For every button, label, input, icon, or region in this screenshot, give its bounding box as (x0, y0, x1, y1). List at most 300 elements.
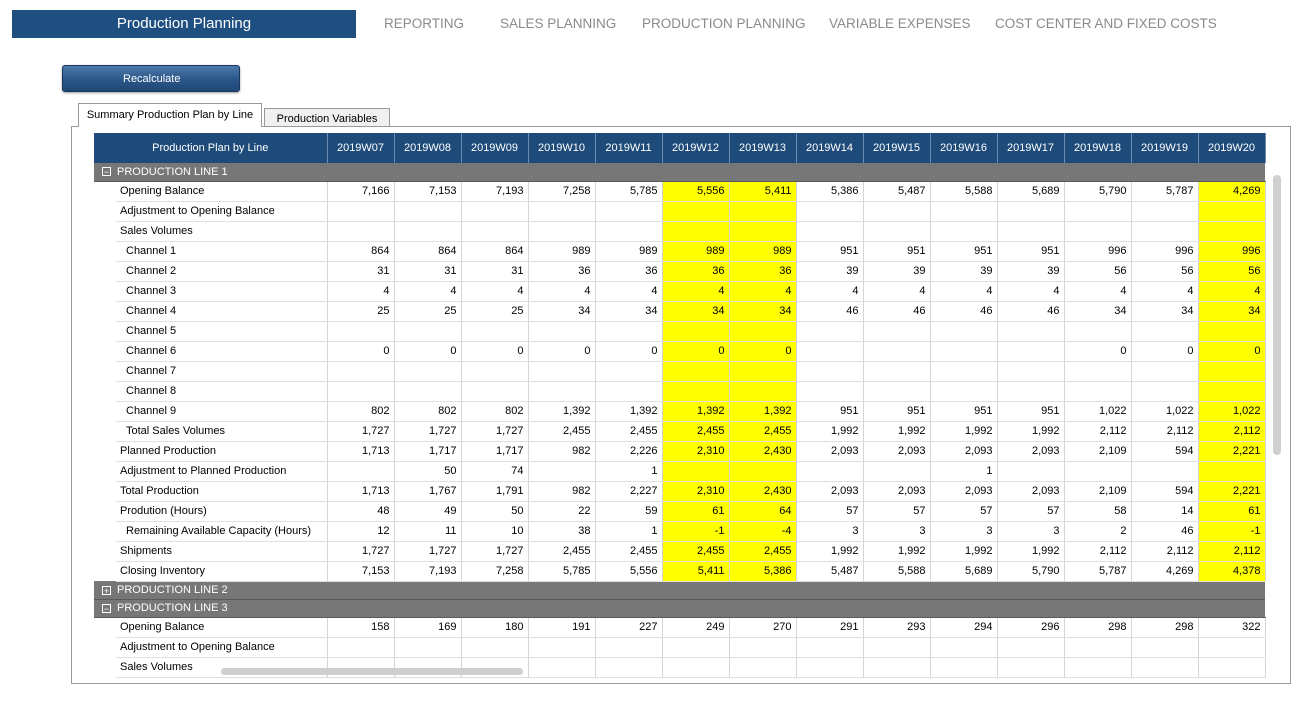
value-cell[interactable] (997, 201, 1064, 221)
value-cell[interactable] (461, 361, 528, 381)
value-cell[interactable]: 39 (997, 261, 1064, 281)
value-cell[interactable]: 5,785 (595, 181, 662, 201)
value-cell[interactable] (327, 221, 394, 241)
value-cell[interactable]: 951 (930, 401, 997, 421)
vertical-scrollbar[interactable] (1273, 175, 1281, 455)
value-cell[interactable]: 982 (528, 441, 595, 461)
value-cell[interactable]: 1,727 (461, 541, 528, 561)
value-cell[interactable]: 4 (327, 281, 394, 301)
tab-summary-production-plan[interactable]: Summary Production Plan by Line (78, 103, 262, 127)
value-cell[interactable]: 4 (1131, 281, 1198, 301)
value-cell[interactable]: 4,378 (1198, 561, 1265, 581)
value-cell[interactable]: 5,411 (729, 181, 796, 201)
value-cell[interactable] (394, 201, 461, 221)
value-cell[interactable]: 38 (528, 521, 595, 541)
expand-icon[interactable]: + (103, 585, 110, 596)
value-cell[interactable] (796, 381, 863, 401)
value-cell[interactable]: 227 (595, 617, 662, 637)
value-cell[interactable]: 5,411 (662, 561, 729, 581)
value-cell[interactable]: 57 (863, 501, 930, 521)
value-cell[interactable]: 4 (662, 281, 729, 301)
value-cell[interactable]: 996 (1064, 241, 1131, 261)
value-cell[interactable]: 982 (528, 481, 595, 501)
value-cell[interactable]: 34 (1064, 301, 1131, 321)
value-cell[interactable] (796, 221, 863, 241)
value-cell[interactable] (796, 361, 863, 381)
value-cell[interactable]: 4 (796, 281, 863, 301)
value-cell[interactable] (997, 637, 1064, 657)
value-cell[interactable] (1131, 361, 1198, 381)
value-cell[interactable]: 5,787 (1064, 561, 1131, 581)
value-cell[interactable]: 1,791 (461, 481, 528, 501)
value-cell[interactable]: 1,392 (595, 401, 662, 421)
value-cell[interactable] (930, 221, 997, 241)
value-cell[interactable] (729, 657, 796, 677)
value-cell[interactable]: 2,455 (662, 421, 729, 441)
value-cell[interactable]: -1 (1198, 521, 1265, 541)
value-cell[interactable] (1064, 461, 1131, 481)
value-cell[interactable]: 2,093 (796, 441, 863, 461)
value-cell[interactable]: 2,109 (1064, 441, 1131, 461)
value-cell[interactable]: 864 (394, 241, 461, 261)
value-cell[interactable]: 3 (863, 521, 930, 541)
value-cell[interactable]: 4 (1064, 281, 1131, 301)
value-cell[interactable]: 2,093 (930, 481, 997, 501)
value-cell[interactable]: 270 (729, 617, 796, 637)
value-cell[interactable]: 1,713 (327, 441, 394, 461)
value-cell[interactable]: 25 (394, 301, 461, 321)
value-cell[interactable]: 951 (863, 401, 930, 421)
value-cell[interactable]: 2,227 (595, 481, 662, 501)
value-cell[interactable] (863, 381, 930, 401)
value-cell[interactable]: 5,790 (1064, 181, 1131, 201)
value-cell[interactable] (394, 361, 461, 381)
value-cell[interactable] (863, 201, 930, 221)
value-cell[interactable]: 2,455 (528, 541, 595, 561)
value-cell[interactable]: 2,109 (1064, 481, 1131, 501)
value-cell[interactable] (796, 341, 863, 361)
value-cell[interactable] (662, 381, 729, 401)
value-cell[interactable] (662, 461, 729, 481)
value-cell[interactable] (863, 657, 930, 677)
value-cell[interactable] (796, 201, 863, 221)
value-cell[interactable]: -4 (729, 521, 796, 541)
value-cell[interactable] (863, 321, 930, 341)
value-cell[interactable]: 2,093 (863, 481, 930, 501)
value-cell[interactable] (1131, 461, 1198, 481)
value-cell[interactable]: 989 (729, 241, 796, 261)
value-cell[interactable]: 2,455 (729, 541, 796, 561)
value-cell[interactable] (394, 321, 461, 341)
value-cell[interactable]: 2,455 (662, 541, 729, 561)
value-cell[interactable] (595, 637, 662, 657)
value-cell[interactable] (863, 361, 930, 381)
value-cell[interactable]: 34 (528, 301, 595, 321)
value-cell[interactable]: 49 (394, 501, 461, 521)
app-title[interactable]: Production Planning (12, 10, 356, 38)
value-cell[interactable] (662, 221, 729, 241)
value-cell[interactable]: 2,226 (595, 441, 662, 461)
value-cell[interactable]: 191 (528, 617, 595, 637)
value-cell[interactable] (997, 657, 1064, 677)
value-cell[interactable]: 1,992 (863, 421, 930, 441)
value-cell[interactable]: 48 (327, 501, 394, 521)
value-cell[interactable]: 4,269 (1198, 181, 1265, 201)
value-cell[interactable] (729, 381, 796, 401)
value-cell[interactable]: 39 (863, 261, 930, 281)
value-cell[interactable]: 7,166 (327, 181, 394, 201)
value-cell[interactable]: 951 (796, 401, 863, 421)
horizontal-scrollbar[interactable] (221, 668, 523, 675)
value-cell[interactable]: 293 (863, 617, 930, 637)
collapse-icon[interactable]: − (103, 167, 110, 178)
value-cell[interactable]: 594 (1131, 481, 1198, 501)
value-cell[interactable] (1064, 657, 1131, 677)
value-cell[interactable]: 34 (1131, 301, 1198, 321)
value-cell[interactable] (1064, 361, 1131, 381)
value-cell[interactable] (729, 201, 796, 221)
value-cell[interactable]: 0 (394, 341, 461, 361)
value-cell[interactable]: 0 (595, 341, 662, 361)
value-cell[interactable]: 59 (595, 501, 662, 521)
value-cell[interactable]: 1,992 (796, 421, 863, 441)
value-cell[interactable]: 249 (662, 617, 729, 637)
value-cell[interactable]: 1,022 (1064, 401, 1131, 421)
value-cell[interactable]: 2,430 (729, 481, 796, 501)
value-cell[interactable]: 7,258 (461, 561, 528, 581)
value-cell[interactable]: 2,221 (1198, 481, 1265, 501)
value-cell[interactable]: 1,392 (662, 401, 729, 421)
value-cell[interactable]: 46 (997, 301, 1064, 321)
value-cell[interactable]: 989 (528, 241, 595, 261)
value-cell[interactable]: 50 (461, 501, 528, 521)
value-cell[interactable]: 0 (461, 341, 528, 361)
value-cell[interactable]: 1 (930, 461, 997, 481)
value-cell[interactable]: 1,992 (930, 541, 997, 561)
value-cell[interactable] (528, 637, 595, 657)
value-cell[interactable]: 951 (997, 241, 1064, 261)
value-cell[interactable] (997, 321, 1064, 341)
value-cell[interactable]: 1,727 (461, 421, 528, 441)
value-cell[interactable]: 2 (1064, 521, 1131, 541)
value-cell[interactable]: 7,193 (394, 561, 461, 581)
value-cell[interactable] (528, 221, 595, 241)
value-cell[interactable] (327, 461, 394, 481)
value-cell[interactable]: 2,455 (595, 421, 662, 441)
value-cell[interactable] (528, 321, 595, 341)
value-cell[interactable]: 864 (327, 241, 394, 261)
value-cell[interactable] (729, 461, 796, 481)
value-cell[interactable]: 7,153 (394, 181, 461, 201)
value-cell[interactable] (1198, 637, 1265, 657)
value-cell[interactable]: 5,689 (930, 561, 997, 581)
value-cell[interactable]: 50 (394, 461, 461, 481)
value-cell[interactable]: 1,727 (327, 421, 394, 441)
value-cell[interactable]: 5,689 (997, 181, 1064, 201)
value-cell[interactable]: 1,713 (327, 481, 394, 501)
value-cell[interactable]: 1,392 (528, 401, 595, 421)
value-cell[interactable]: 4 (461, 281, 528, 301)
value-cell[interactable]: 298 (1064, 617, 1131, 637)
value-cell[interactable]: 22 (528, 501, 595, 521)
value-cell[interactable]: 34 (729, 301, 796, 321)
value-cell[interactable]: 180 (461, 617, 528, 637)
value-cell[interactable]: 2,112 (1131, 421, 1198, 441)
value-cell[interactable]: 5,588 (930, 181, 997, 201)
value-cell[interactable]: 4 (1198, 281, 1265, 301)
value-cell[interactable] (729, 321, 796, 341)
value-cell[interactable] (796, 637, 863, 657)
value-cell[interactable]: 0 (1064, 341, 1131, 361)
value-cell[interactable] (796, 657, 863, 677)
value-cell[interactable] (997, 381, 1064, 401)
nav-production-planning[interactable]: PRODUCTION PLANNING (642, 16, 806, 31)
value-cell[interactable] (930, 361, 997, 381)
value-cell[interactable]: 2,093 (930, 441, 997, 461)
value-cell[interactable]: 5,487 (796, 561, 863, 581)
value-cell[interactable] (930, 381, 997, 401)
value-cell[interactable]: 57 (930, 501, 997, 521)
value-cell[interactable]: 5,588 (863, 561, 930, 581)
value-cell[interactable]: 951 (863, 241, 930, 261)
value-cell[interactable]: 2,093 (997, 481, 1064, 501)
value-cell[interactable] (796, 321, 863, 341)
value-cell[interactable]: 36 (662, 261, 729, 281)
value-cell[interactable]: 298 (1131, 617, 1198, 637)
value-cell[interactable]: 39 (930, 261, 997, 281)
value-cell[interactable]: 1,992 (930, 421, 997, 441)
value-cell[interactable] (327, 361, 394, 381)
value-cell[interactable]: 36 (528, 261, 595, 281)
value-cell[interactable]: 1,992 (863, 541, 930, 561)
value-cell[interactable]: 1,727 (327, 541, 394, 561)
value-cell[interactable] (327, 321, 394, 341)
nav-reporting[interactable]: REPORTING (384, 16, 465, 31)
value-cell[interactable]: 36 (729, 261, 796, 281)
value-cell[interactable]: 14 (1131, 501, 1198, 521)
value-cell[interactable]: 864 (461, 241, 528, 261)
value-cell[interactable]: 34 (662, 301, 729, 321)
value-cell[interactable]: 0 (528, 341, 595, 361)
value-cell[interactable]: 1,392 (729, 401, 796, 421)
value-cell[interactable]: 2,112 (1198, 541, 1265, 561)
value-cell[interactable]: 34 (1198, 301, 1265, 321)
value-cell[interactable]: 58 (1064, 501, 1131, 521)
value-cell[interactable]: 2,310 (662, 441, 729, 461)
value-cell[interactable]: 2,093 (863, 441, 930, 461)
value-cell[interactable]: 1 (595, 461, 662, 481)
value-cell[interactable] (595, 221, 662, 241)
value-cell[interactable] (796, 461, 863, 481)
value-cell[interactable] (1198, 221, 1265, 241)
value-cell[interactable] (662, 201, 729, 221)
value-cell[interactable]: 2,093 (796, 481, 863, 501)
value-cell[interactable]: 0 (662, 341, 729, 361)
value-cell[interactable]: 802 (461, 401, 528, 421)
value-cell[interactable] (461, 221, 528, 241)
value-cell[interactable] (595, 381, 662, 401)
value-cell[interactable] (461, 381, 528, 401)
value-cell[interactable] (327, 201, 394, 221)
value-cell[interactable]: 1 (595, 521, 662, 541)
value-cell[interactable]: 2,112 (1131, 541, 1198, 561)
value-cell[interactable]: 7,193 (461, 181, 528, 201)
value-cell[interactable]: 951 (997, 401, 1064, 421)
collapse-icon[interactable]: − (103, 603, 110, 614)
value-cell[interactable] (930, 341, 997, 361)
value-cell[interactable]: 34 (595, 301, 662, 321)
value-cell[interactable]: 25 (327, 301, 394, 321)
value-cell[interactable]: 57 (997, 501, 1064, 521)
value-cell[interactable] (1198, 201, 1265, 221)
value-cell[interactable] (327, 637, 394, 657)
value-cell[interactable]: 36 (595, 261, 662, 281)
value-cell[interactable] (528, 361, 595, 381)
recalculate-button[interactable]: Recalculate (62, 65, 240, 92)
value-cell[interactable] (863, 341, 930, 361)
value-cell[interactable]: 1,727 (394, 421, 461, 441)
value-cell[interactable]: 158 (327, 617, 394, 637)
value-cell[interactable]: 4 (394, 281, 461, 301)
value-cell[interactable]: 1,727 (394, 541, 461, 561)
value-cell[interactable]: 12 (327, 521, 394, 541)
value-cell[interactable]: 2,112 (1064, 421, 1131, 441)
value-cell[interactable]: 1,992 (997, 541, 1064, 561)
value-cell[interactable]: 0 (1131, 341, 1198, 361)
value-cell[interactable] (528, 201, 595, 221)
value-cell[interactable]: 1,992 (796, 541, 863, 561)
value-cell[interactable]: 4 (595, 281, 662, 301)
value-cell[interactable]: 1,992 (997, 421, 1064, 441)
value-cell[interactable]: 296 (997, 617, 1064, 637)
value-cell[interactable]: 0 (1198, 341, 1265, 361)
value-cell[interactable]: 46 (1131, 521, 1198, 541)
value-cell[interactable] (1131, 201, 1198, 221)
value-cell[interactable]: 291 (796, 617, 863, 637)
value-cell[interactable]: 1,022 (1131, 401, 1198, 421)
value-cell[interactable]: 3 (997, 521, 1064, 541)
value-cell[interactable] (1131, 637, 1198, 657)
value-cell[interactable]: 594 (1131, 441, 1198, 461)
value-cell[interactable]: 64 (729, 501, 796, 521)
value-cell[interactable] (863, 461, 930, 481)
value-cell[interactable]: 5,487 (863, 181, 930, 201)
value-cell[interactable] (1198, 361, 1265, 381)
value-cell[interactable] (1131, 657, 1198, 677)
value-cell[interactable] (394, 381, 461, 401)
value-cell[interactable]: 2,221 (1198, 441, 1265, 461)
nav-sales-planning[interactable]: SALES PLANNING (500, 16, 617, 31)
value-cell[interactable]: 56 (1064, 261, 1131, 281)
value-cell[interactable]: 25 (461, 301, 528, 321)
value-cell[interactable] (1198, 657, 1265, 677)
value-cell[interactable]: 2,112 (1198, 421, 1265, 441)
nav-variable-expenses[interactable]: VARIABLE EXPENSES (829, 16, 971, 31)
value-cell[interactable]: 1,767 (394, 481, 461, 501)
value-cell[interactable] (930, 637, 997, 657)
value-cell[interactable]: 322 (1198, 617, 1265, 637)
value-cell[interactable]: 1,717 (461, 441, 528, 461)
value-cell[interactable]: 5,386 (729, 561, 796, 581)
value-cell[interactable] (461, 637, 528, 657)
value-cell[interactable]: 951 (796, 241, 863, 261)
value-cell[interactable] (595, 657, 662, 677)
value-cell[interactable]: 989 (595, 241, 662, 261)
value-cell[interactable]: 4,269 (1131, 561, 1198, 581)
value-cell[interactable]: 31 (394, 261, 461, 281)
value-cell[interactable]: 1,022 (1198, 401, 1265, 421)
value-cell[interactable]: 46 (863, 301, 930, 321)
value-cell[interactable] (729, 637, 796, 657)
value-cell[interactable]: 0 (729, 341, 796, 361)
value-cell[interactable] (1198, 461, 1265, 481)
value-cell[interactable] (595, 201, 662, 221)
value-cell[interactable]: 2,455 (595, 541, 662, 561)
value-cell[interactable] (662, 361, 729, 381)
value-cell[interactable] (930, 321, 997, 341)
value-cell[interactable]: 74 (461, 461, 528, 481)
value-cell[interactable] (930, 201, 997, 221)
value-cell[interactable]: 2,112 (1064, 541, 1131, 561)
value-cell[interactable] (394, 221, 461, 241)
value-cell[interactable]: 11 (394, 521, 461, 541)
value-cell[interactable]: 39 (796, 261, 863, 281)
value-cell[interactable] (863, 637, 930, 657)
value-cell[interactable]: 2,093 (997, 441, 1064, 461)
value-cell[interactable]: 57 (796, 501, 863, 521)
value-cell[interactable] (528, 381, 595, 401)
value-cell[interactable]: 5,556 (595, 561, 662, 581)
value-cell[interactable]: 802 (327, 401, 394, 421)
value-cell[interactable]: 2,310 (662, 481, 729, 501)
value-cell[interactable]: 4 (863, 281, 930, 301)
value-cell[interactable]: 61 (662, 501, 729, 521)
value-cell[interactable]: 951 (930, 241, 997, 261)
value-cell[interactable]: 4 (729, 281, 796, 301)
value-cell[interactable] (997, 361, 1064, 381)
value-cell[interactable] (394, 637, 461, 657)
value-cell[interactable] (461, 201, 528, 221)
value-cell[interactable]: 5,556 (662, 181, 729, 201)
value-cell[interactable] (662, 637, 729, 657)
value-cell[interactable]: 4 (528, 281, 595, 301)
value-cell[interactable]: 802 (394, 401, 461, 421)
value-cell[interactable]: 46 (796, 301, 863, 321)
value-cell[interactable] (997, 341, 1064, 361)
value-cell[interactable] (1064, 381, 1131, 401)
value-cell[interactable] (997, 461, 1064, 481)
value-cell[interactable] (729, 361, 796, 381)
value-cell[interactable] (729, 221, 796, 241)
nav-cost-center-fixed-costs[interactable]: COST CENTER AND FIXED COSTS (995, 16, 1217, 31)
value-cell[interactable] (1064, 637, 1131, 657)
value-cell[interactable]: 5,386 (796, 181, 863, 201)
value-cell[interactable]: 56 (1198, 261, 1265, 281)
value-cell[interactable]: 31 (327, 261, 394, 281)
value-cell[interactable]: 996 (1131, 241, 1198, 261)
value-cell[interactable]: 2,455 (528, 421, 595, 441)
tab-production-variables[interactable]: Production Variables (264, 108, 390, 128)
value-cell[interactable]: 1,717 (394, 441, 461, 461)
value-cell[interactable]: 10 (461, 521, 528, 541)
value-cell[interactable] (1198, 321, 1265, 341)
value-cell[interactable] (662, 657, 729, 677)
value-cell[interactable]: 7,153 (327, 561, 394, 581)
value-cell[interactable]: 169 (394, 617, 461, 637)
value-cell[interactable]: 4 (930, 281, 997, 301)
value-cell[interactable] (662, 321, 729, 341)
value-cell[interactable] (1131, 381, 1198, 401)
